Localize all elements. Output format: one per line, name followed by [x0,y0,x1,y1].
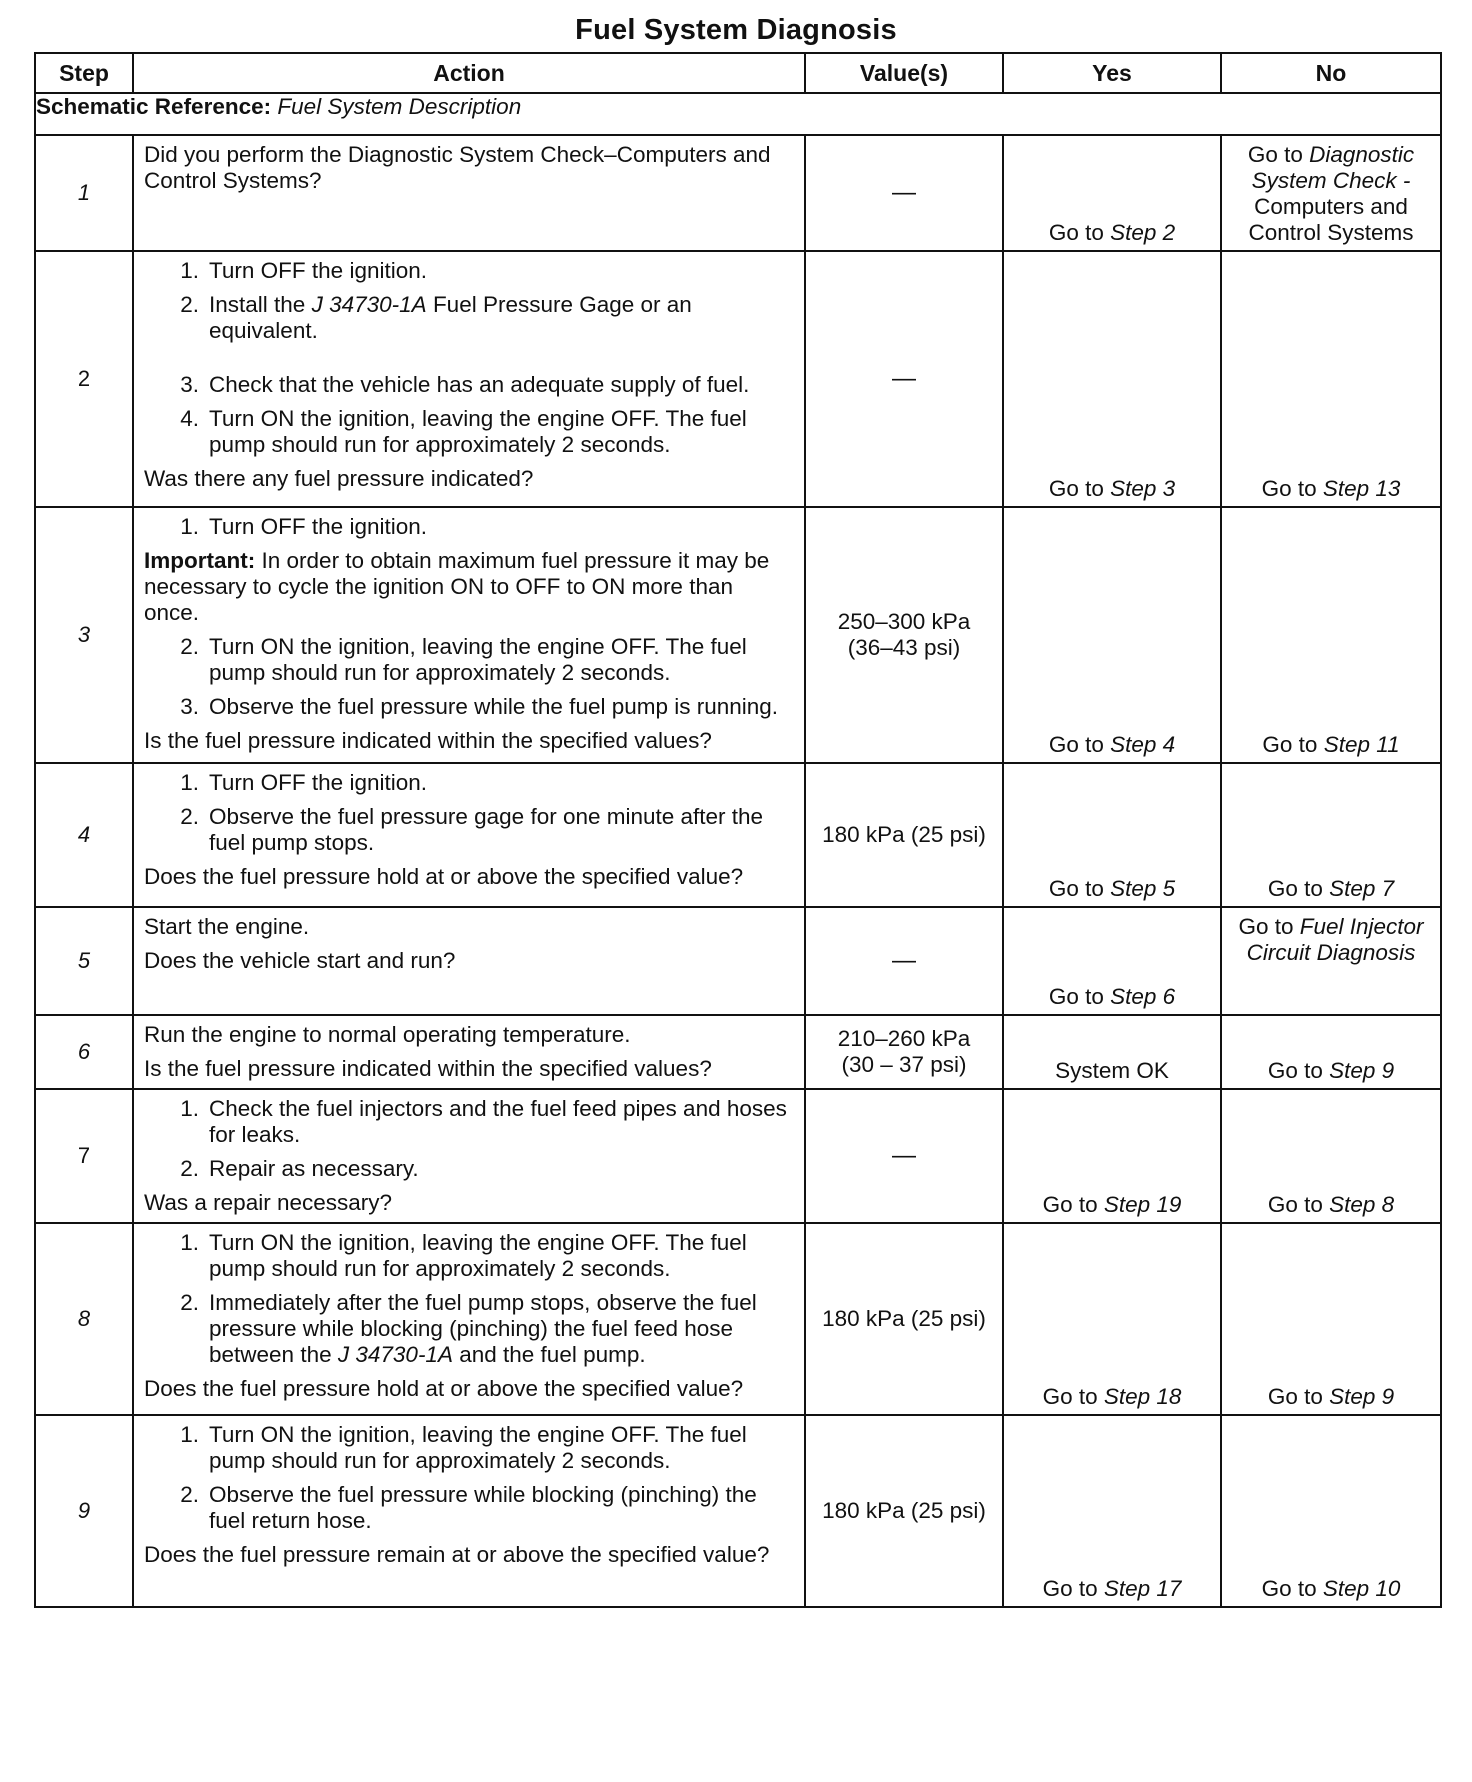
action-question: Does the fuel pressure hold at or above the specified value? [144,1376,744,1401]
schematic-reference-row [35,93,1441,135]
action-cell [133,251,805,507]
important-label: Important: [144,548,256,573]
page-title: Fuel System Diagnosis [575,14,897,46]
action-text: Start the engine. [144,914,310,939]
yes-cell[interactable] [1003,507,1221,763]
value-cell: 180 kPa (25 psi) [805,763,1003,907]
table-row [35,1015,1441,1089]
goto-prefix: Go to [1267,1058,1323,1083]
step-link[interactable]: Step 18 [1103,1384,1182,1409]
yes-cell: System OK [1003,1015,1221,1089]
item-number: 3. [180,694,199,719]
item-text: Turn ON the ignition, leaving the engine OFF. The fuel pump should run for approximately 2 seconds. [209,1230,747,1281]
table-row [35,907,1441,1015]
header-step: Step [35,53,133,93]
step-link[interactable]: Step 4 [1110,732,1176,757]
header-yes: Yes [1003,53,1221,93]
yes-cell[interactable] [1003,1415,1221,1607]
value-kpa: 250–300 kPa [837,609,971,634]
action-question: Was a repair necessary? [144,1190,393,1215]
step-number: 9 [35,1415,133,1607]
action-cell [133,763,805,907]
procedure-link-rest: Computers and Control Systems [1248,194,1414,245]
goto-prefix: Go to [1048,220,1104,245]
item-number: 1. [180,258,199,283]
item-number: 1. [180,514,199,539]
yes-cell[interactable] [1003,907,1221,1015]
goto-prefix: Go to [1042,1576,1098,1601]
action-item [144,406,794,458]
item-text-pre: Install the [209,292,306,317]
item-number: 2. [180,1290,199,1315]
action-cell [133,1223,805,1415]
action-item [144,804,794,856]
action-item [144,634,794,686]
item-number: 2. [180,804,199,829]
action-item [144,514,794,540]
item-number: 1. [180,1096,199,1121]
step-link[interactable]: Step 6 [1110,984,1176,1009]
action-item [144,372,794,398]
action-cell [133,1015,805,1089]
table-row [35,135,1441,251]
no-cell[interactable] [1221,251,1441,507]
no-cell[interactable] [1221,1223,1441,1415]
item-text: Turn OFF the ignition. [209,770,428,795]
step-number: 7 [35,1089,133,1223]
step-number: 4 [35,763,133,907]
important-note [144,548,794,626]
step-link[interactable]: Step 19 [1103,1192,1182,1217]
value-cell: — [805,907,1003,1015]
goto-prefix: Go to [1048,876,1104,901]
goto-prefix: Go to [1262,732,1318,757]
table-row [35,763,1441,907]
action-question: Is the fuel pressure indicated within the specified values? [144,1056,712,1081]
yes-cell[interactable] [1003,763,1221,907]
action-cell [133,135,805,251]
action-item [144,292,794,344]
action-item [144,694,794,720]
step-number: 5 [35,907,133,1015]
item-text: Observe the fuel pressure while the fuel pump is running. [209,694,779,719]
yes-cell[interactable] [1003,135,1221,251]
no-cell[interactable] [1221,907,1441,1015]
item-number: 3. [180,372,199,397]
action-item [144,1422,794,1474]
goto-prefix: Go to [1261,476,1317,501]
no-cell[interactable] [1221,135,1441,251]
goto-prefix: Go to [1048,984,1104,1009]
item-number: 2. [180,1482,199,1507]
goto-prefix: Go to [1048,476,1104,501]
step-link[interactable]: Step 10 [1322,1576,1401,1601]
item-number: 2. [180,634,199,659]
value-cell: — [805,1089,1003,1223]
value-cell [805,507,1003,763]
action-question: Was there any fuel pressure indicated? [144,466,534,491]
value-cell: — [805,135,1003,251]
action-question: Does the fuel pressure remain at or above the specified value? [144,1542,770,1567]
item-text: Observe the fuel pressure while blocking (pinching) the fuel return hose. [209,1482,757,1533]
step-number: 6 [35,1015,133,1089]
item-text: Turn OFF the ignition. [209,258,428,283]
goto-prefix: Go to [1048,732,1104,757]
item-number: 2. [180,1156,199,1181]
no-cell[interactable] [1221,1089,1441,1223]
goto-prefix: Go to [1042,1384,1098,1409]
header-action: Action [133,53,805,93]
value-cell: — [805,251,1003,507]
header-row [35,53,1441,93]
step-link[interactable]: Step 7 [1329,876,1395,901]
action-item [144,1156,794,1182]
step-link[interactable]: Step 9 [1329,1384,1395,1409]
value-cell: 180 kPa (25 psi) [805,1223,1003,1415]
action-item [144,1096,794,1148]
item-text-pre: Immediately after the fuel pump stops, observe the fuel pressure while blocking (pinching) the fuel feed hose between the [209,1290,757,1367]
item-text: Turn OFF the ignition. [209,514,428,539]
table-row [35,1089,1441,1223]
no-cell[interactable] [1221,1015,1441,1089]
step-link[interactable]: Step 2 [1110,220,1176,245]
procedure-link[interactable]: Fuel Injector Circuit Diagnosis [1246,914,1424,965]
item-number: 2. [180,292,199,317]
item-text [209,1290,794,1368]
table-row [35,1223,1441,1415]
step-link[interactable]: Step 5 [1110,876,1176,901]
action-cell [133,907,805,1015]
goto-prefix: Go to [1267,1384,1323,1409]
tool-reference: J 34730-1A [337,1342,453,1367]
value-cell [805,1015,1003,1089]
action-item [144,770,794,796]
value-cell: 180 kPa (25 psi) [805,1415,1003,1607]
item-text: Turn ON the ignition, leaving the engine OFF. The fuel pump should run for approximately 2 seconds. [209,406,747,457]
action-item [144,1230,794,1282]
step-link[interactable]: Step 9 [1329,1058,1395,1083]
step-number: 8 [35,1223,133,1415]
action-cell [133,507,805,763]
important-text: In order to obtain maximum fuel pressure it may be necessary to cycle the ignition ON to OFF to ON more than once. [144,548,770,625]
action-question: Does the vehicle start and run? [144,948,456,973]
item-text: Observe the fuel pressure gage for one minute after the fuel pump stops. [209,804,764,855]
yes-cell[interactable] [1003,251,1221,507]
item-number: 1. [180,1230,199,1255]
value-psi: (30 – 37 psi) [841,1052,967,1077]
schematic-reference [35,93,1441,135]
action-question: Is the fuel pressure indicated within the specified values? [144,728,712,753]
header-no: No [1221,53,1441,93]
reference-label: Schematic Reference: [36,94,272,119]
step-number: 2 [35,251,133,507]
item-number: 1. [180,1422,199,1447]
no-cell[interactable] [1221,1415,1441,1607]
reference-link[interactable]: Fuel System Description [277,94,522,119]
item-text-post: Fuel Pressure Gage or an equivalent. [209,292,692,343]
item-text: Check that the vehicle has an adequate supply of fuel. [209,372,750,397]
item-number: 4. [180,406,199,431]
step-number: 3 [35,507,133,763]
action-item [144,1290,794,1368]
item-number: 1. [180,770,199,795]
goto-prefix: Go to [1261,1576,1317,1601]
action-item [144,258,794,284]
item-text: Turn ON the ignition, leaving the engine OFF. The fuel pump should run for approximately 2 seconds. [209,634,747,685]
item-text [209,292,794,344]
header-values: Value(s) [805,53,1003,93]
value-psi: (36–43 psi) [847,635,961,660]
step-link[interactable]: Step 13 [1322,476,1401,501]
action-text: Did you perform the Diagnostic System Check–Computers and Control Systems? [144,142,771,193]
goto-prefix: Go to [1238,914,1294,939]
tool-reference: J 34730-1A [311,292,427,317]
goto-prefix: Go to [1267,876,1323,901]
item-text: Check the fuel injectors and the fuel feed pipes and hoses for leaks. [209,1096,787,1147]
step-link[interactable]: Step 8 [1329,1192,1395,1217]
item-text-post: and the fuel pump. [459,1342,646,1367]
no-cell[interactable] [1221,507,1441,763]
no-cell[interactable] [1221,763,1441,907]
value-kpa: 210–260 kPa [837,1026,971,1051]
diagnosis-table [34,52,1442,1608]
goto-prefix: Go to [1247,142,1303,167]
goto-prefix: Go to [1267,1192,1323,1217]
step-link[interactable]: Step 3 [1110,476,1176,501]
table-row [35,251,1441,507]
action-cell [133,1415,805,1607]
step-number: 1 [35,135,133,251]
action-item [144,1482,794,1534]
table-row [35,507,1441,763]
table-row [35,1415,1441,1607]
goto-prefix: Go to [1042,1192,1098,1217]
action-question: Does the fuel pressure hold at or above the specified value? [144,864,744,889]
item-text: Turn ON the ignition, leaving the engine OFF. The fuel pump should run for approximately 2 seconds. [209,1422,747,1473]
procedure-link[interactable]: Diagnostic System Check - [1251,142,1415,193]
action-text: Run the engine to normal operating temperature. [144,1022,631,1047]
step-link[interactable]: Step 17 [1103,1576,1182,1601]
yes-cell[interactable] [1003,1089,1221,1223]
item-text: Repair as necessary. [209,1156,419,1181]
action-cell [133,1089,805,1223]
yes-cell[interactable] [1003,1223,1221,1415]
step-link[interactable]: Step 11 [1323,732,1400,757]
